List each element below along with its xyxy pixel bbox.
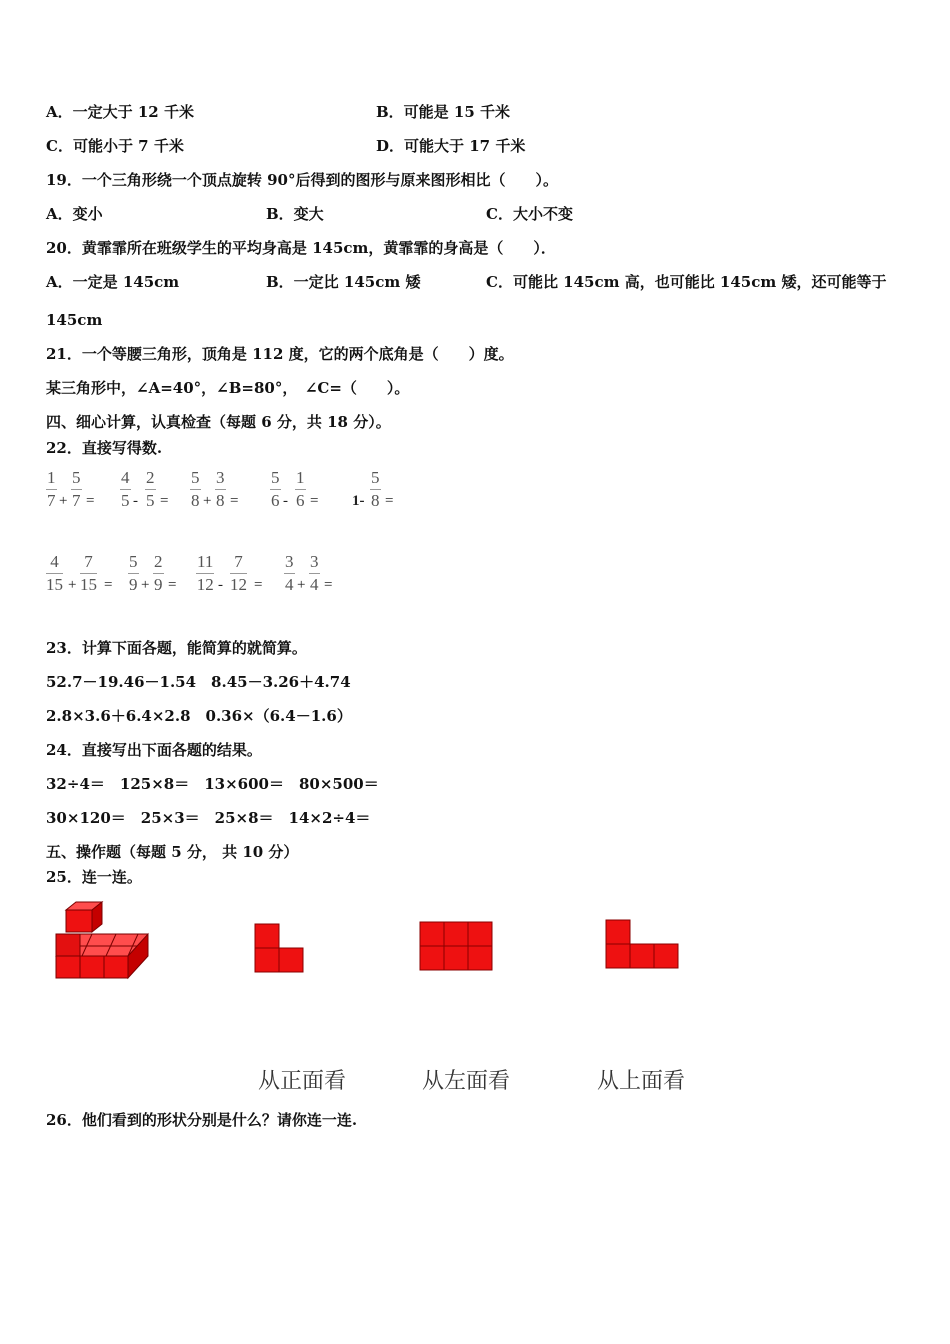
fraction: [190, 467, 201, 512]
numerator: 7: [80, 551, 97, 574]
fraction: [309, 551, 320, 596]
fraction: [153, 551, 164, 596]
caption-top-view: 从上面看: [597, 1069, 686, 1094]
equals-sign: =: [310, 493, 319, 509]
one-minus-prefix: 1-: [352, 493, 365, 509]
q24-line1: 32÷4＝ 125×8＝ 13×600＝ 80×500＝: [46, 775, 379, 793]
section-5-heading: 五、操作题（每题 5 分， 共 10 分）: [46, 843, 299, 861]
numerator: 7: [230, 551, 247, 574]
q25-figures: [0, 900, 950, 1010]
equals-sign: =: [104, 577, 113, 593]
fraction: [196, 551, 214, 596]
denominator: 7: [72, 491, 81, 510]
denominator: 12: [196, 575, 214, 594]
denominator: 12: [230, 575, 247, 594]
caption-left-view: 从左面看: [422, 1069, 511, 1094]
view-shape-l-long: [606, 920, 678, 968]
denominator: 5: [146, 491, 155, 510]
q21-stem: 21．一个等腰三角形，顶角是 112 度，它的两个底角是（ ）度。: [46, 345, 514, 363]
equals-sign: =: [160, 493, 169, 509]
view-shape-rectangle-2x3: [420, 922, 492, 970]
fraction-row: [0, 551, 950, 601]
q20-option-b: B．一定比 145cm 矮: [266, 273, 421, 291]
operator: +: [141, 577, 150, 593]
fraction: [370, 467, 381, 512]
denominator: 6: [271, 491, 280, 510]
q18-option-c: C．可能小于 7 千米: [46, 137, 184, 155]
denominator: 6: [296, 491, 305, 510]
operator: +: [297, 577, 306, 593]
fraction: [128, 551, 139, 596]
q18-option-d: D．可能大于 17 千米: [376, 137, 526, 155]
operator: -: [133, 493, 138, 509]
q20-option-c: C．可能比 145cm 高，也可能比 145cm 矮，还可能等于: [486, 273, 887, 291]
q20-option-c-continued: 145cm: [46, 311, 103, 329]
fraction-row: [0, 467, 950, 517]
fraction: [284, 551, 295, 596]
numerator: 2: [153, 551, 164, 574]
numerator: 11: [196, 551, 214, 574]
numerator: 3: [215, 467, 226, 490]
section-4-heading: 四、细心计算，认真检查（每题 6 分，共 18 分）。: [46, 413, 391, 431]
equals-sign: =: [168, 577, 177, 593]
q24-stem: 24．直接写出下面各题的结果。: [46, 741, 262, 759]
q19-option-c: C．大小不变: [486, 205, 573, 223]
numerator: 1: [46, 467, 57, 490]
view-shape-l-small: [255, 924, 303, 972]
q26-stem: 26．他们看到的形状分别是什么？请你连一连.: [46, 1111, 358, 1129]
fraction: [230, 551, 247, 596]
equals-sign: =: [385, 493, 394, 509]
q20-stem: 20．黄霏霏所在班级学生的平均身高是 145cm，黄霏霏的身高是（ ）．: [46, 239, 556, 257]
numerator: 4: [120, 467, 131, 490]
denominator: 9: [129, 575, 138, 594]
equals-sign: =: [230, 493, 239, 509]
numerator: 5: [370, 467, 381, 490]
cube-stack-3d: [56, 902, 148, 978]
fraction: [46, 551, 63, 596]
q22-stem: 22．直接写得数.: [46, 439, 163, 457]
operator: +: [59, 493, 68, 509]
denominator: 8: [216, 491, 225, 510]
denominator: 15: [46, 575, 63, 594]
equals-sign: =: [86, 493, 95, 509]
denominator: 9: [154, 575, 163, 594]
q23-line1: 52.7－19.46－1.54 8.45－3.26＋4.74: [46, 673, 351, 691]
fraction: [215, 467, 226, 512]
equals-sign: =: [324, 577, 333, 593]
fraction: [145, 467, 156, 512]
denominator: 15: [80, 575, 97, 594]
denominator: 8: [371, 491, 380, 510]
q23-line2: 2.8×3.6＋6.4×2.8 0.36×（6.4－1.6）: [46, 707, 352, 725]
fraction: [295, 467, 306, 512]
numerator: 5: [128, 551, 139, 574]
numerator: 2: [145, 467, 156, 490]
numerator: 1: [295, 467, 306, 490]
operator: +: [203, 493, 212, 509]
q19-option-b: B．变大: [266, 205, 324, 223]
fraction: [80, 551, 97, 596]
q19-stem: 19．一个三角形绕一个顶点旋转 90°后得到的图形与原来图形相比（ ）。: [46, 171, 558, 189]
numerator: 3: [309, 551, 320, 574]
q18-option-a: A．一定大于 12 千米: [46, 103, 194, 121]
numerator: 5: [71, 467, 82, 490]
denominator: 7: [47, 491, 56, 510]
q21-line2: 某三角形中，∠A=40°，∠B=80°， ∠C=（ ）。: [46, 379, 410, 397]
q20-option-a: A．一定是 145cm: [46, 273, 180, 291]
q23-stem: 23．计算下面各题，能简算的就简算。: [46, 639, 307, 657]
fraction: [120, 467, 131, 512]
denominator: 5: [121, 491, 130, 510]
q24-line2: 30×120＝ 25×3＝ 25×8＝ 14×2÷4＝: [46, 809, 371, 827]
caption-front-view: 从正面看: [258, 1069, 347, 1094]
operator: -: [283, 493, 288, 509]
equals-sign: =: [254, 577, 263, 593]
denominator: 4: [310, 575, 319, 594]
operator: +: [68, 577, 77, 593]
numerator: 3: [284, 551, 295, 574]
denominator: 8: [191, 491, 200, 510]
denominator: 4: [285, 575, 294, 594]
numerator: 5: [190, 467, 201, 490]
numerator: 4: [46, 551, 63, 574]
fraction: [270, 467, 281, 512]
operator: -: [218, 577, 223, 593]
q19-option-a: A．变小: [46, 205, 103, 223]
q25-stem: 25．连一连。: [46, 868, 142, 886]
fraction: [71, 467, 82, 512]
numerator: 5: [270, 467, 281, 490]
q18-option-b: B．可能是 15 千米: [376, 103, 510, 121]
fraction: [46, 467, 57, 512]
